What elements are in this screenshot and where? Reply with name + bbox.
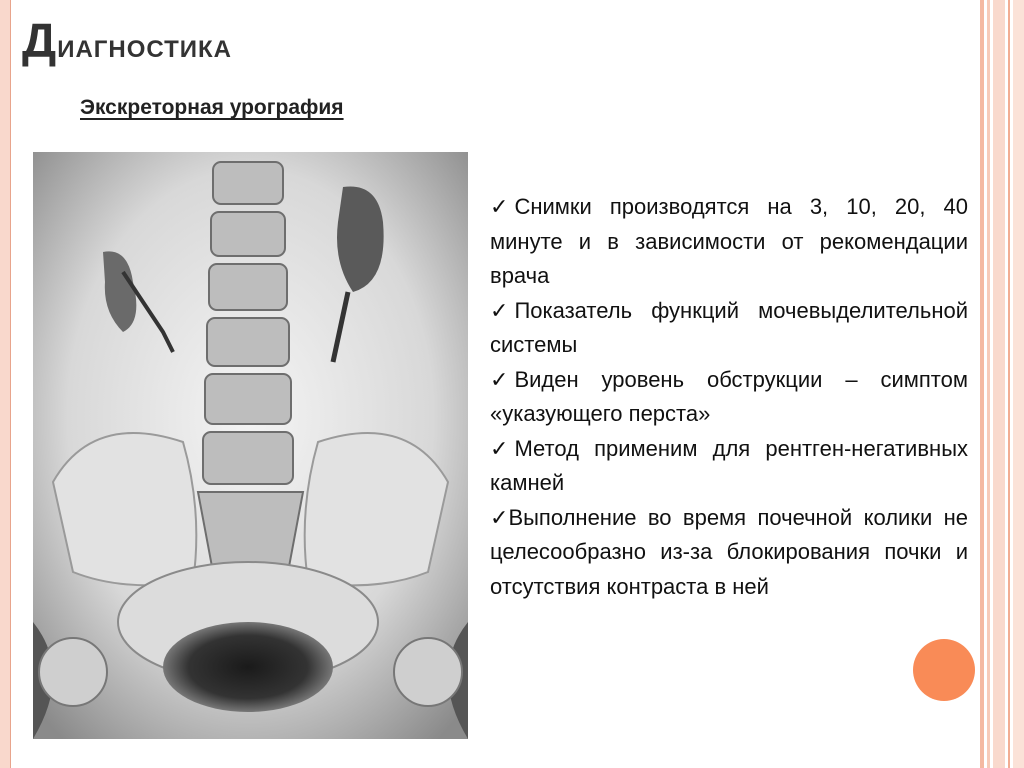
check-icon: ✓ xyxy=(490,297,509,323)
left-border-band xyxy=(0,0,10,768)
check-icon: ✓ xyxy=(490,504,509,530)
bullet-text: Показатель функций мочевыделительной системы xyxy=(490,297,968,357)
list-item xyxy=(490,363,968,432)
title-first-letter: Д xyxy=(22,15,58,68)
list-item xyxy=(490,190,968,294)
check-icon: ✓ xyxy=(490,435,509,461)
left-border-line xyxy=(10,0,11,768)
list-item xyxy=(490,501,968,605)
bullet-list xyxy=(490,190,968,604)
bullet-text: Виден уровень обструкции – симптом «указующего перста» xyxy=(490,366,968,426)
check-icon: ✓ xyxy=(490,194,509,219)
bullet-text: Снимки производятся на 3, 10, 20, 40 минуте и в зависимости от рекомендации врача xyxy=(490,194,968,288)
decorative-orange-circle xyxy=(913,639,975,701)
title-rest: иагностика xyxy=(57,27,233,65)
bullet-text: Метод применим для рентген-негативных камней xyxy=(490,435,968,495)
right-decorative-stripes xyxy=(980,0,1024,768)
xray-image xyxy=(33,152,468,739)
slide-title xyxy=(22,14,232,69)
list-item xyxy=(490,294,968,363)
bullet-text: Выполнение во время почечной колики не целесообразно из-за блокирования почки и отсутствия контраста в ней xyxy=(490,504,968,599)
list-item xyxy=(490,432,968,501)
check-icon: ✓ xyxy=(490,366,509,392)
slide-subtitle: Экскреторная урография xyxy=(80,96,344,119)
